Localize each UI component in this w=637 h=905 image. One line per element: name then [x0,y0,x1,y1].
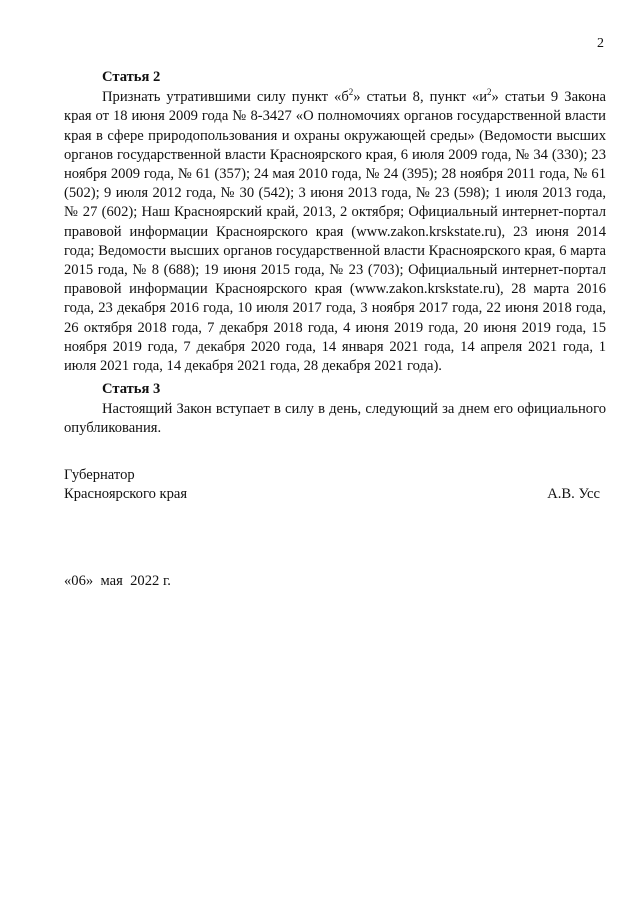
article-2-superscript-2: 2 [487,87,492,98]
signatory-name: А.В. Усс [547,486,600,503]
article-2-text-part1: Признать утратившими силу пункт «б [102,89,349,106]
article-2-text [64,88,606,376]
article-2-text-part2: » статьи 8, пункт «и [353,89,488,106]
signature-row [64,485,600,504]
article-3 [64,380,606,439]
signature-block [64,466,600,504]
article-2 [64,68,606,376]
signing-date: «06» мая 2022 г. [64,573,171,589]
page-number: 2 [597,36,604,51]
article-2-text-part3: » статьи 9 Закона края от 18 июня 2009 года № 8-3427 «О полномочиях органов государственной власти края в сфере природопользования и охраны окружающей среды» (Ведомости высших органов государственной власти Красноярского края, 6 июля 2009 года, № 34 (330); 23 ноября 2009 года, № 61 (357); 24 мая 2010 года, № 24 (395); 28 ноября 2011 года, № 61 (502); 9 июля 2012 года, № 30 (542); 3 июня 2013 года, № 23 (598); 1 июля 2013 года, № 27 (602); Наш Красноярский край, 2013, 2 октября; Официальный интернет-портал правовой информации Красноярского края (www.zakon.krskstate.ru), 23 июня 2014 года; Ведомости высших органов государственной власти Красноярского края, 6 марта 2015 года, № 8 (688); 19 июня 2015 года, № 23 (703); Официальный интернет-портал правовой информации Красноярского края (www.zakon.krskstate.ru), 28 марта 2016 года, 23 декабря 2016 года, 10 июля 2017 года, 3 ноября 2017 года, 22 июня 2018 года, 26 октября 2018 года, 7 декабря 2018 года, 4 июня 2019 года, 20 июня 2019 года, 15 ноября 2019 года, 7 декабря 2020 года, 14 января 2021 года, 14 апреля 2021 года, 1 июля 2021 года, 14 декабря 2021 года, 28 декабря 2021 года). [64,89,606,375]
signatory-position-line1: Губернатор [64,467,135,483]
article-2-title: Статья 2 [102,69,161,85]
article-3-text: Настоящий Закон вступает в силу в день, следующий за днем его официального опубликования. [64,401,606,437]
article-3-title: Статья 3 [102,381,161,397]
signatory-position-line2: Красноярского края [64,486,188,503]
article-2-superscript-1: 2 [348,87,354,98]
